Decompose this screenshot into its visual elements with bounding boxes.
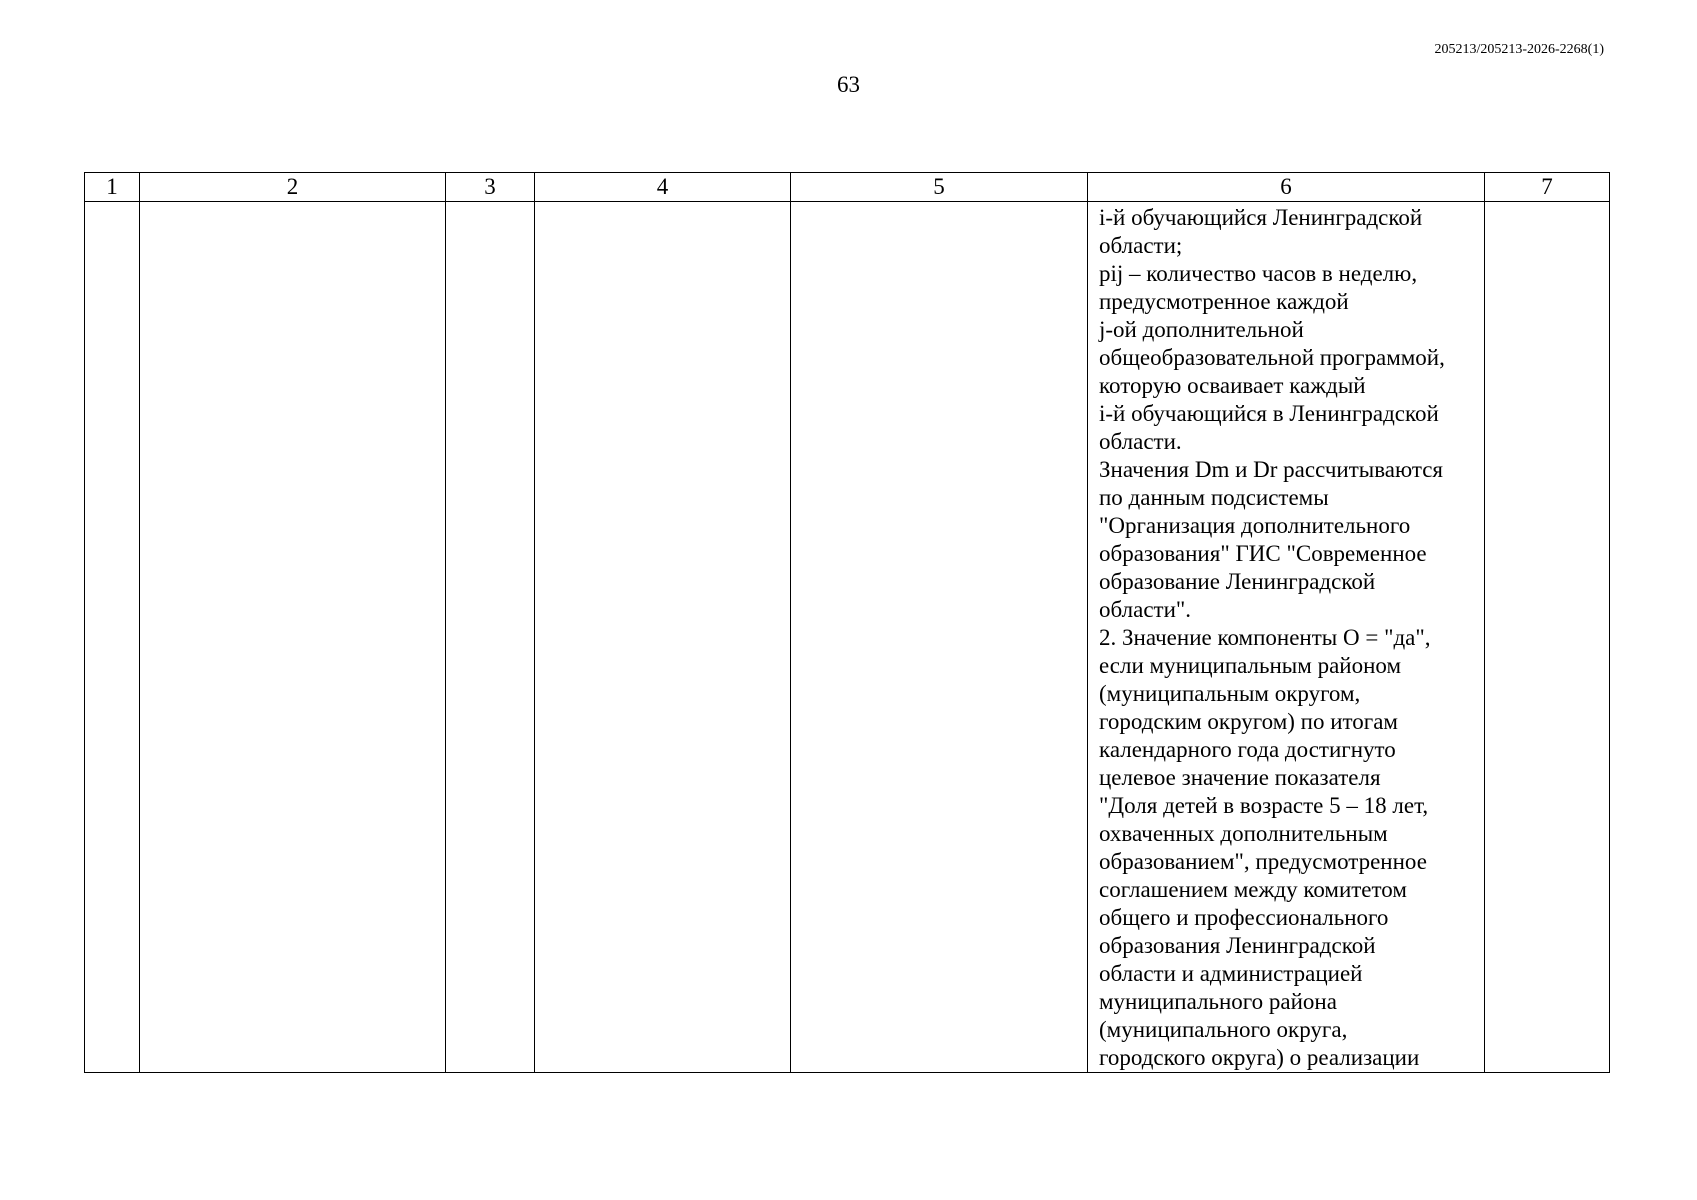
cell-col-6-line: образование Ленинградской [1099, 569, 1376, 594]
cell-col-6-line: j-ой дополнительной [1099, 317, 1304, 342]
cell-col-4 [535, 202, 791, 1073]
cell-col-6-line: области. [1099, 429, 1182, 454]
cell-col-6-line: если муниципальным районом [1099, 653, 1402, 678]
cell-col-6-line: по данным подсистемы [1099, 485, 1329, 510]
cell-col-6-line: "Организация дополнительного [1099, 513, 1411, 538]
column-header-1: 1 [85, 173, 140, 202]
document-id: 205213/205213-2026-2268(1) [1434, 42, 1604, 57]
document-table [84, 172, 1610, 1073]
cell-col-6-line: Значения Dm и Dr рассчитываются [1099, 457, 1443, 482]
cell-col-6-line: образованием", предусмотренное [1099, 849, 1427, 874]
cell-col-6-line: охваченных дополнительным [1099, 821, 1388, 846]
cell-col-6-line: общего и профессионального [1099, 905, 1389, 930]
cell-col-6-line: соглашением между комитетом [1099, 877, 1407, 902]
cell-col-6-line: (муниципальным округом, [1099, 681, 1361, 706]
column-header-2: 2 [140, 173, 446, 202]
cell-col-6-line: образования Ленинградской [1099, 933, 1376, 958]
cell-col-6-line: городского округа) о реализации [1099, 1045, 1420, 1070]
cell-col-1 [85, 202, 140, 1073]
cell-col-6-line: i-й обучающийся Ленинградской [1099, 205, 1423, 230]
column-header-4: 4 [535, 173, 791, 202]
cell-col-6-line: предусмотренное каждой [1099, 289, 1349, 314]
table-row [85, 202, 1610, 1073]
cell-col-6-line: pij – количество часов в неделю, [1099, 261, 1418, 286]
column-header-6: 6 [1088, 173, 1485, 202]
cell-col-6-line: общеобразовательной программой, [1099, 345, 1445, 370]
cell-col-3 [446, 202, 535, 1073]
cell-col-5 [791, 202, 1088, 1073]
column-number-row [85, 173, 1610, 202]
column-header-7: 7 [1485, 173, 1610, 202]
cell-col-6 [1088, 202, 1485, 1073]
column-header-5: 5 [791, 173, 1088, 202]
cell-col-6-line: i-й обучающийся в Ленинградской [1099, 401, 1439, 426]
cell-col-6-line: целевое значение показателя [1099, 765, 1381, 790]
cell-col-6-line: (муниципального округа, [1099, 1017, 1348, 1042]
cell-col-2 [140, 202, 446, 1073]
cell-col-6-line: "Доля детей в возрасте 5 – 18 лет, [1099, 793, 1429, 818]
page-number: 63 [837, 72, 860, 97]
cell-col-6-line: 2. Значение компоненты О = "да", [1099, 625, 1431, 650]
cell-col-6-line: области и администрацией [1099, 961, 1363, 986]
cell-col-6-line: муниципального района [1099, 989, 1337, 1014]
cell-col-6-line: области". [1099, 597, 1192, 622]
cell-col-6-text [1088, 202, 1484, 1072]
cell-col-6-line: области; [1099, 233, 1183, 258]
cell-col-7 [1485, 202, 1610, 1073]
cell-col-6-line: которую осваивает каждый [1099, 373, 1366, 398]
column-header-3: 3 [446, 173, 535, 202]
cell-col-6-line: городским округом) по итогам [1099, 709, 1398, 734]
cell-col-6-line: календарного года достигнуто [1099, 737, 1396, 762]
cell-col-6-line: образования" ГИС "Современное [1099, 541, 1427, 566]
